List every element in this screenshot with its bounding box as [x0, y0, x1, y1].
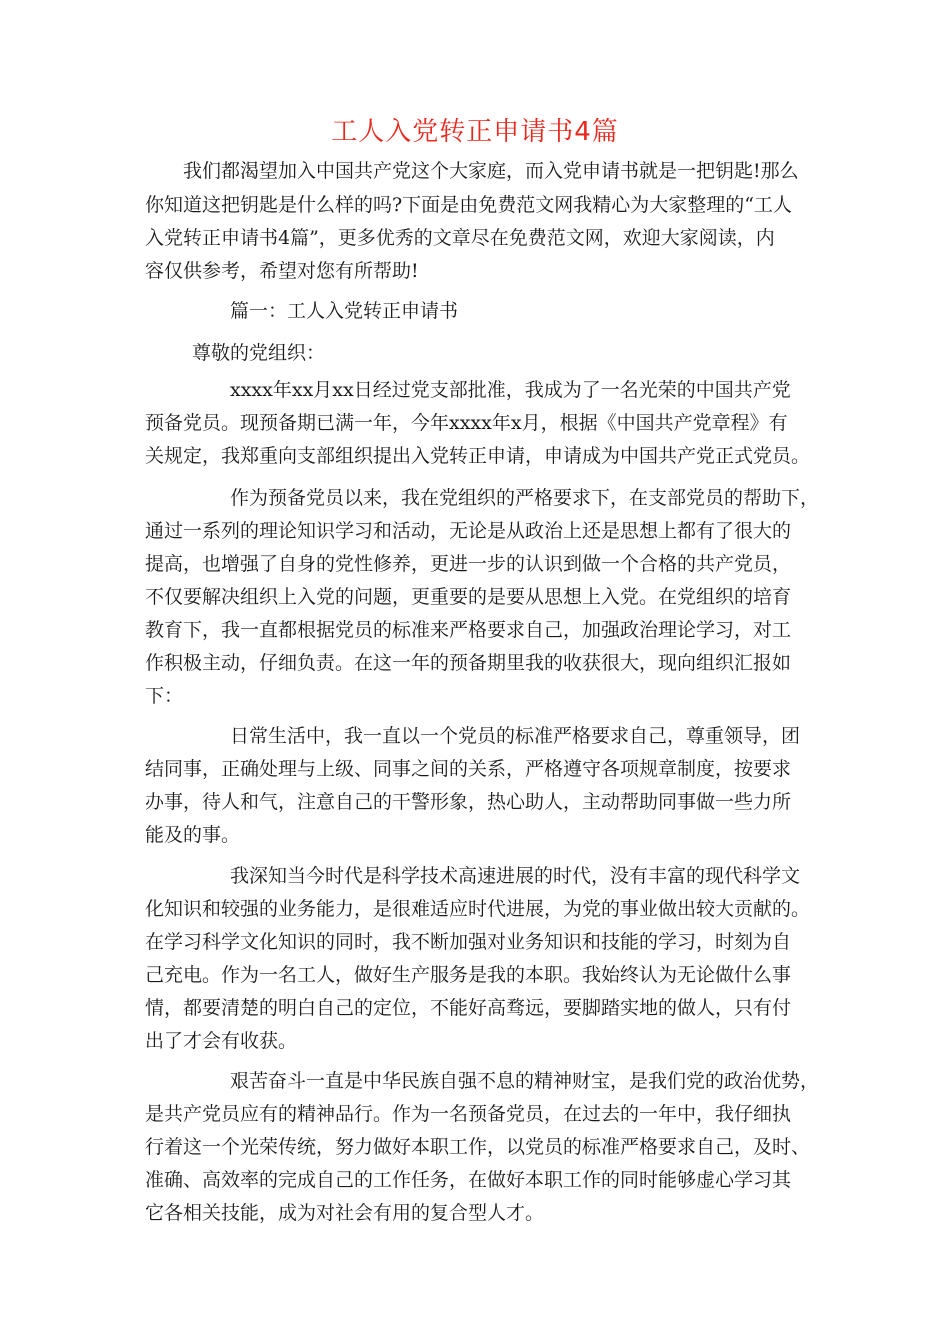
paragraph-line: 情，都要清楚的明白自己的定位，不能好高骛远，要脚踏实地的做人，只有付	[145, 997, 792, 1019]
paragraph-line: 己充电。作为一名工人，做好生产服务是我的本职。我始终认为无论做什么事	[145, 964, 792, 986]
paragraph-line: 预备党员。现预备期已满一年，今年xxxx年x月，根据《中国共产党章程》有	[145, 412, 788, 434]
paragraph-line: 教育下，我一直都根据党员的标准来严格要求自己，加强政治理论学习，对工	[145, 619, 792, 641]
section-heading: 篇一：工人入党转正申请书	[230, 300, 459, 322]
paragraph-line: 作积极主动，仔细负责。在这一年的预备期里我的收获很大，现向组织汇报如	[145, 652, 792, 674]
paragraph-line: 艰苦奋斗一直是中华民族自强不息的精神财宝，是我们党的政治优势，	[230, 1070, 820, 1092]
paragraph-line: 办事，待人和气，注意自己的干警形象，热心助人，主动帮助同事做一些力所	[145, 791, 792, 813]
paragraph-line: 通过一系列的理论知识学习和活动，无论是从政治上还是思想上都有了很大的	[145, 520, 792, 542]
intro-line: 容仅供参考，希望对您有所帮助!	[145, 260, 419, 282]
paragraph-line: 它各相关技能，成为对社会有用的复合型人才。	[145, 1202, 545, 1224]
paragraph-line: 日常生活中，我一直以一个党员的标准严格要求自己，尊重领导，团	[230, 725, 801, 747]
paragraph-line: 是共产党员应有的精神品行。作为一名预备党员，在过去的一年中，我仔细执	[145, 1103, 792, 1125]
intro-line: 入党转正申请书4篇”，更多优秀的文章尽在免费范文网，欢迎大家阅读，内	[145, 227, 775, 249]
intro-line: 你知道这把钥匙是什么样的吗?下面是由免费范文网我精心为大家整理的“工人	[145, 194, 792, 216]
document-title: 工人入党转正申请书4篇	[331, 117, 619, 147]
paragraph-line: 不仅要解决组织上入党的问题，更重要的是要从思想上入党。在党组织的培育	[145, 586, 792, 608]
paragraph-line: 准确、高效率的完成自己的工作任务，在做好本职工作的同时能够虚心学习其	[145, 1169, 792, 1191]
paragraph-line: 化知识和较强的业务能力，是很难适应时代进展，为党的事业做出较大贡献的。	[145, 898, 811, 920]
paragraph-line: 我深知当今时代是科学技术高速进展的时代，没有丰富的现代科学文	[230, 865, 801, 887]
paragraph-line: 能及的事。	[145, 824, 241, 846]
intro-line: 我们都渴望加入中国共产党这个大家庭，而入党申请书就是一把钥匙!那么	[183, 160, 799, 182]
paragraph-line: 提高，也增强了自身的党性修养，更进一步的认识到做一个合格的共产党员，	[145, 553, 792, 575]
paragraph-line: 结同事，正确处理与上级、同事之间的关系，严格遵守各项规章制度，按要求	[145, 758, 792, 780]
paragraph-line: 行着这一个光荣传统，努力做好本职工作，以党员的标准严格要求自己，及时、	[145, 1136, 811, 1158]
paragraph-line: 关规定，我郑重向支部组织提出入党转正申请，申请成为中国共产党正式党员。	[145, 445, 811, 467]
salutation: 尊敬的党组织：	[192, 342, 326, 364]
paragraph-line: 出了才会有收获。	[145, 1030, 298, 1052]
paragraph-line: 下：	[145, 685, 184, 707]
paragraph-line: 作为预备党员以来，我在党组织的严格要求下，在支部党员的帮助下，	[230, 487, 820, 509]
paragraph-line: 在学习科学文化知识的同时，我不断加强对业务知识和技能的学习，时刻为自	[145, 931, 792, 953]
paragraph-line: xxxx年xx月xx日经过党支部批准，我成为了一名光荣的中国共产党	[230, 379, 791, 401]
